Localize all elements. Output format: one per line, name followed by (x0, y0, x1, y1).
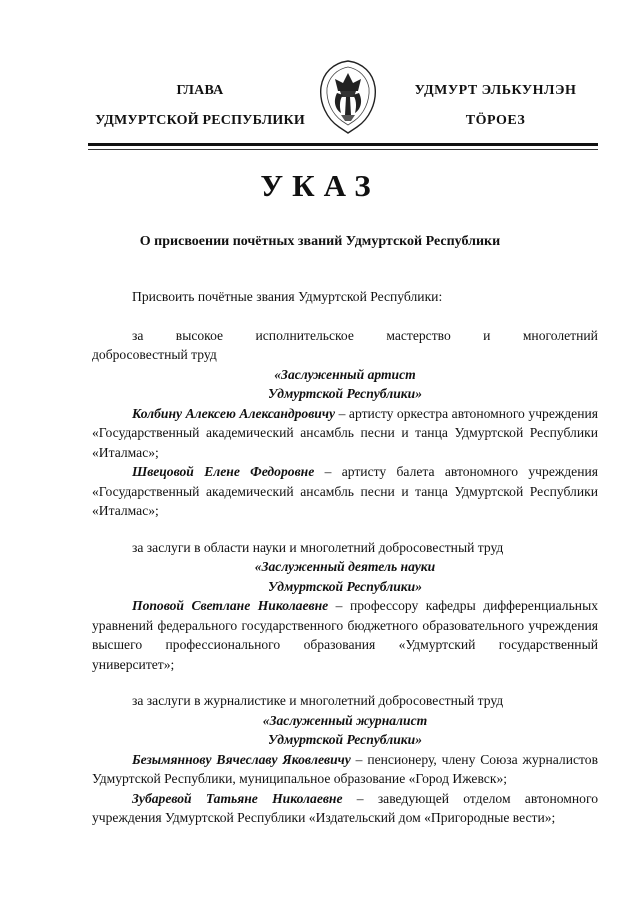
reason-word: за (132, 327, 144, 343)
document-title: УКАЗ (260, 168, 380, 203)
awardee-description: – заведующей отделом автономного учреждения Удмуртской Республики «Издательский дом «Пригородные вести»; (92, 790, 598, 825)
rank-title-line1: «Заслуженный деятель науки (254, 559, 436, 574)
reason-paragraph: за заслуги в области науки и многолетний добросовестный труд (132, 539, 504, 555)
header-left-line1: ГЛАВА (176, 83, 224, 98)
reason-word: исполнительское (255, 327, 354, 343)
header-divider-thick (88, 143, 598, 146)
rank-title-line2: Удмуртской Республики» (267, 578, 423, 594)
awardee-paragraph (92, 404, 598, 463)
rank-title-line2: Удмуртской Республики» (267, 386, 423, 401)
rank-title-line2: Удмуртской Республики» (267, 732, 423, 747)
reason-line-spread (92, 326, 598, 346)
awardee-name: Поповой Светлане Николаевне (132, 598, 329, 613)
reason-word: мастерство (386, 327, 451, 343)
document-subtitle: О присвоении почётных званий Удмуртской Республики (139, 234, 501, 249)
header-right-line2: ТӦРОЕЗ (465, 113, 526, 128)
reason-word: и (483, 327, 491, 343)
awardee-description: – профессору кафедры дифференциальных уравнений федерального государственного бюджетного образовательного учреждения высшего профессионального образования «Удмуртский государственный университет»; (92, 598, 598, 672)
decree-body (92, 287, 598, 828)
reason-continuation: добросовестный труд (92, 347, 217, 362)
awardee-paragraph (92, 750, 598, 789)
rank-title-line1: «Заслуженный журналист (262, 712, 428, 728)
coat-of-arms-icon (313, 57, 383, 137)
awardee-description: – артисту оркестра автономного учреждения «Государственный академический ансамбль песни и танца Удмуртской Республики «Италмас»; (92, 405, 599, 460)
rank-title-line1: «Заслуженный артист (274, 366, 416, 382)
reason-paragraph: за заслуги в журналистике и многолетний добросовестный труд (132, 693, 504, 708)
awardee-name: Колбину Алексею Александровичу (132, 405, 336, 421)
header-right (408, 76, 583, 136)
awardee-name: Швецовой Елене Федоровне (132, 464, 315, 479)
reason-word: многолетний (522, 327, 598, 343)
header-right-line1: УДМУРТ ЭЛЬКУНЛЭН (414, 83, 577, 98)
header-left (90, 76, 310, 136)
awardee-paragraph (92, 789, 598, 828)
reason-word: высокое (175, 327, 224, 343)
header-divider-thin (88, 149, 598, 150)
awardee-name: Безымяннову Вячеславу Яковлевичу (132, 751, 351, 767)
awardee-paragraph (92, 596, 598, 674)
awardee-paragraph (92, 462, 598, 521)
awardee-description: – артисту балета автономного учреждения «Государственный академический ансамбль песни и танца Удмуртской Республики «Италмас»; (92, 464, 598, 518)
header-left-line2: УДМУРТСКОЙ РЕСПУБЛИКИ (95, 113, 305, 128)
awardee-description: – пенсионеру, члену Союза журналистов Удмуртской Республики, муниципальное образование «Город Ижевск»; (92, 751, 598, 786)
awardee-name: Зубаревой Татьяне Николаевне (132, 790, 343, 806)
intro-paragraph: Присвоить почётные звания Удмуртской Республики: (132, 289, 443, 304)
